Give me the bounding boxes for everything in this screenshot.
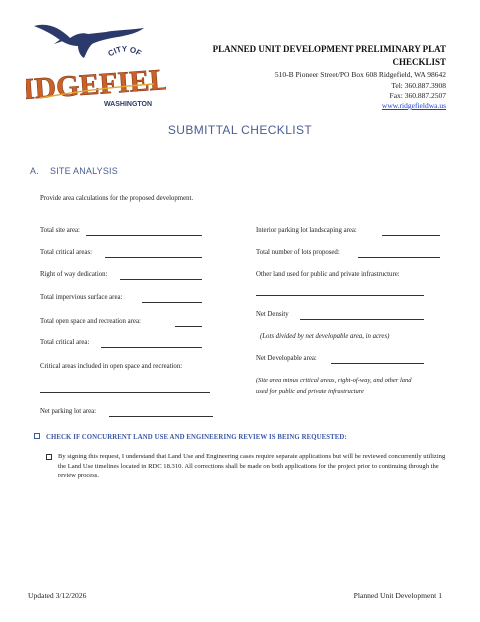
field-total-site-area[interactable] [86, 235, 202, 236]
agreement-text: By signing this request, I understand that Land Use and Engineering cases require separate applications but will be reviewed concurrently utilizing the Land Use timelines located in RDC 18.310. All corrections shall be made on both applications for the project prior to continuing through the review process. [58, 453, 446, 480]
website-link[interactable]: www.ridgefieldwa.us [381, 101, 446, 110]
section-title: SITE ANALYSIS [50, 166, 118, 176]
field-total-lots[interactable] [358, 257, 440, 258]
label-total-critical-areas: Total critical areas: [40, 249, 92, 256]
agreement-checkbox[interactable] [46, 454, 52, 460]
field-critical-in-open-space[interactable] [40, 392, 210, 393]
heron-logo-icon [26, 14, 166, 114]
label-other-land: Other land used for public and private infrastructure: [256, 271, 400, 278]
concurrent-review-heading-text: CHECK IF CONCURRENT LAND USE AND ENGINEERING REVIEW IS BEING REQUESTED: [46, 434, 347, 441]
office-fax: Fax: 360.887.2507 [389, 91, 446, 100]
label-net-parking: Net parking lot area: [40, 408, 97, 415]
net-developable-note-1: (Site area minus critical areas, right-of-way, and other land [256, 377, 412, 384]
office-address: 510-B Pioneer Street/PO Box 608 Ridgefield, WA 98642 [274, 70, 446, 79]
field-interior-parking[interactable] [382, 235, 440, 236]
label-right-of-way: Right of way dedication: [40, 271, 108, 278]
section-number: A. [30, 166, 39, 176]
label-total-impervious: Total impervious surface area: [40, 294, 123, 301]
logo-washington: WASHINGTON [103, 101, 153, 108]
page-title: SUBMITTAL CHECKLIST [167, 123, 313, 137]
label-net-density: Net Density [256, 311, 289, 318]
label-total-open-space: Total open space and recreation area: [40, 318, 141, 325]
logo-ridgefield: RIDGEFIELD [26, 61, 166, 108]
field-net-density[interactable] [300, 319, 424, 320]
footer-updated: Updated 3/12/2026 [28, 591, 87, 600]
section-heading [30, 166, 118, 176]
logo-city-of: CITY OF [106, 44, 143, 59]
field-net-developable[interactable] [331, 363, 424, 364]
field-total-impervious[interactable] [142, 302, 202, 303]
concurrent-review-checkbox[interactable] [34, 433, 40, 439]
label-critical-in-open-space: Critical areas included in open space and recreation: [40, 363, 183, 370]
concurrent-review-heading [34, 433, 347, 441]
office-phone: Tel: 360.887.3908 [391, 81, 446, 90]
field-total-critical-area[interactable] [101, 347, 202, 348]
label-total-critical-area: Total critical area: [40, 339, 90, 346]
net-developable-note-2: used for public and private infrastructure [256, 388, 364, 395]
svg-text:CITY OF [106, 44, 142, 58]
document-title: PLANNED UNIT DEVELOPMENT PRELIMINARY PLAT CHECKLIST [212, 44, 446, 67]
label-interior-parking: Interior parking lot landscaping area: [256, 227, 357, 234]
field-total-open-space[interactable] [175, 326, 202, 327]
city-logo [26, 14, 166, 114]
section-intro: Provide area calculations for the proposed development. [40, 195, 194, 202]
field-total-critical-areas[interactable] [105, 257, 202, 258]
label-total-lots: Total number of lots proposed: [256, 249, 340, 256]
footer-page-label: Planned Unit Development 1 [353, 591, 442, 600]
label-net-developable: Net Developable area: [256, 355, 317, 362]
net-density-note: (Lots divided by net developable area, in acres) [260, 333, 390, 340]
field-right-of-way[interactable] [120, 279, 202, 280]
field-other-land[interactable] [256, 295, 424, 296]
field-net-parking[interactable] [109, 416, 213, 417]
label-total-site-area: Total site area: [40, 227, 80, 234]
